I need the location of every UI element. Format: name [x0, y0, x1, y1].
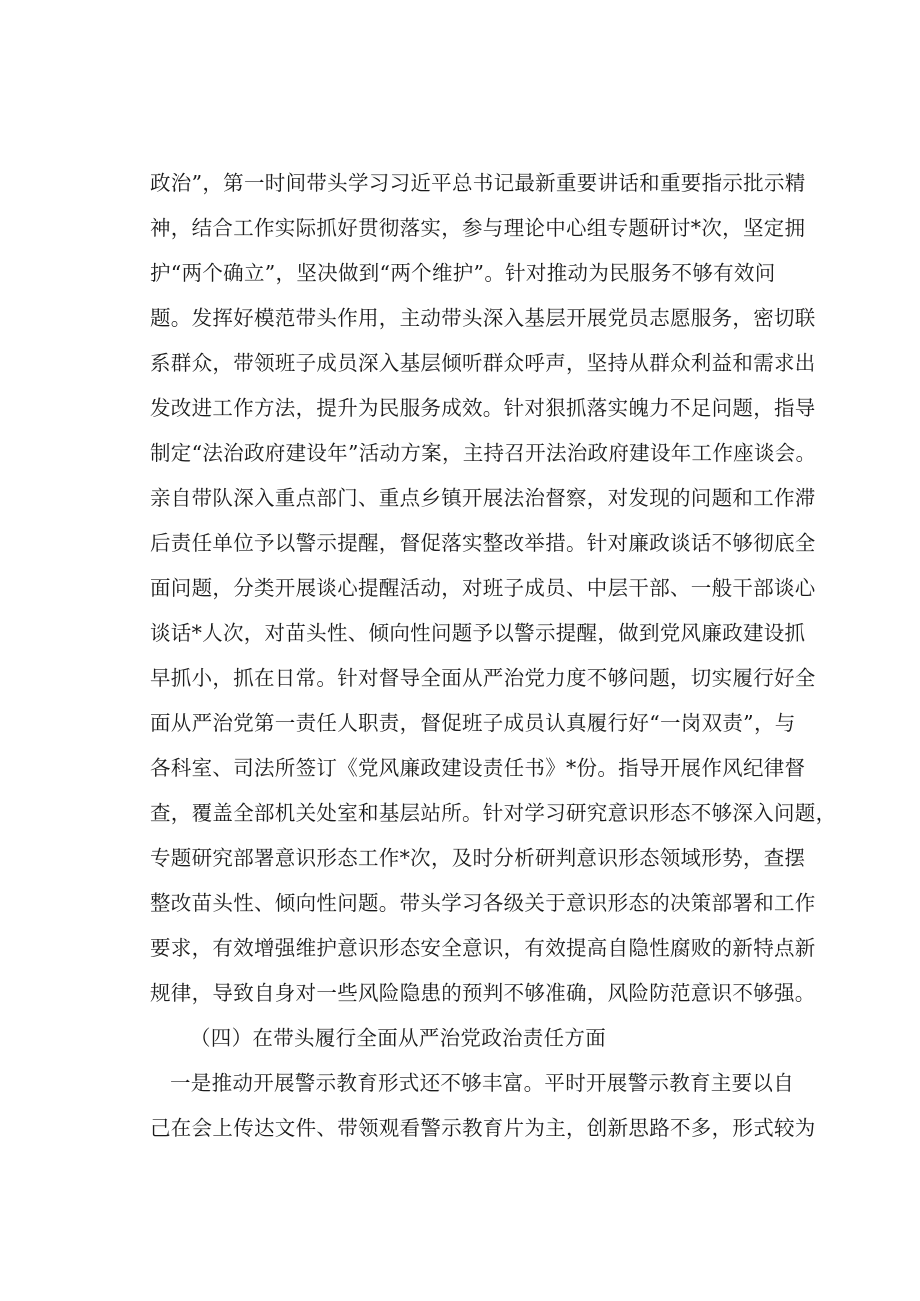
paragraph-line: 一是推动开展警示教育形式还不够丰富。平时开展警示教育主要以自	[170, 1071, 794, 1095]
body-line: 制定“法治政府建设年”活动方案，主持召开法治政府建设年工作座谈会。	[150, 441, 817, 465]
body-line: 谈话*人次，对苗头性、倾向性问题予以警示提醒，做到党风廉政建设抓	[150, 621, 806, 645]
body-line: 后责任单位予以警示提醒，督促落实整改举措。针对廉政谈话不够彻底全	[150, 531, 816, 555]
body-line: 规律，导致自身对一些风险隐患的预判不够准确，风险防范意识不够强。	[150, 981, 816, 1005]
body-line: 面问题，分类开展谈心提醒活动，对班子成员、中层干部、一般干部谈心	[150, 576, 816, 600]
body-line: 各科室、司法所签订《党风廉政建设责任书》*份。指导开展作风纪律督	[150, 756, 806, 780]
body-line: 查，覆盖全部机关处室和基层站所。针对学习研究意识形态不够深入问题，	[150, 801, 837, 825]
paragraph-line: 己在会上传达文件、带领观看警示教育片为主，创新思路不多，形式较为	[150, 1116, 816, 1140]
body-line: 要求，有效增强维护意识形态安全意识，有效提高自隐性腐败的新特点新	[150, 936, 816, 960]
body-line: 发改进工作方法，提升为民服务成效。针对狠抓落实魄力不足问题，指导	[150, 396, 816, 420]
body-line: 面从严治党第一责任人职责，督促班子成员认真履行好“一岗双责”，与	[150, 711, 796, 735]
body-line: 专题研究部署意识形态工作*次，及时分析研判意识形态领域形势，查摆	[150, 846, 806, 870]
section-heading: （四）在带头履行全面从严治党政治责任方面	[190, 1026, 606, 1050]
body-line: 亲自带队深入重点部门、重点乡镇开展法治督察，对发现的问题和工作滞	[150, 486, 816, 510]
body-line: 整改苗头性、倾向性问题。带头学习各级关于意识形态的决策部署和工作	[150, 891, 816, 915]
body-line: 护“两个确立”，坚决做到“两个维护”。针对推动为民服务不够有效问	[150, 261, 776, 285]
body-line: 政治”，第一时间带头学习习近平总书记最新重要讲话和重要指示批示精	[150, 171, 806, 195]
body-line: 系群众，带领班子成员深入基层倾听群众呼声，坚持从群众利益和需求出	[150, 351, 816, 375]
body-line: 题。发挥好模范带头作用，主动带头深入基层开展党员志愿服务，密切联	[150, 306, 816, 330]
body-line: 早抓小，抓在日常。针对督导全面从严治党力度不够问题，切实履行好全	[150, 666, 816, 690]
body-line: 神，结合工作实际抓好贯彻落实，参与理论中心组专题研讨*次，坚定拥	[150, 216, 806, 240]
